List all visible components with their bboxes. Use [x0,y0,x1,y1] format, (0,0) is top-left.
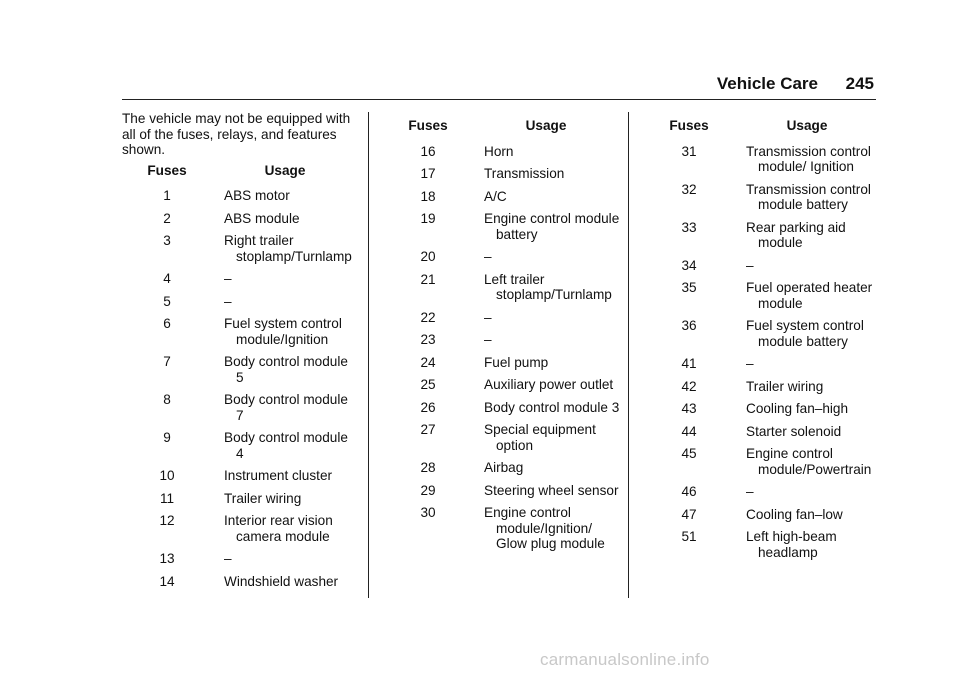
fuse-row [122,316,358,354]
fuse-usage [472,189,620,212]
fuse-number: 13 [159,551,175,566]
fuse-row [122,468,358,491]
fuse-usage [734,356,880,379]
fuse-row [384,355,620,378]
fuse-usage-text: Transmission control module/ Ignition [746,143,871,174]
fuse-number: 22 [420,309,436,325]
fuse-row [122,294,358,317]
fuse-usage-text: Fuel operated heater module [746,280,873,311]
fuse-usage-text: – [746,484,754,499]
fuse-usage-text: Transmission [484,166,565,181]
fuse-row [644,401,880,424]
fuse-usage-text: Engine control module/Powertrain [746,446,872,477]
fuse-row [384,166,620,189]
fuse-usage-text: – [484,332,492,347]
fuse-number: 36 [681,318,697,333]
fuse-usage [472,483,620,506]
page-number: 245 [845,74,874,93]
fuses-header: Fuses [669,118,709,133]
fuse-usage-text: – [746,257,754,273]
fuse-number: 29 [420,482,436,498]
fuse-number: 44 [681,423,697,439]
fuse-row [384,505,620,559]
fuse-number: 6 [163,316,171,331]
fuse-number: 11 [159,490,175,506]
fuse-usage [472,332,620,355]
fuse-usage-text: Fuel system control module/Ignition [224,316,342,347]
fuse-usage [212,513,358,551]
fuse-usage [734,424,880,447]
fuse-usage [734,280,880,318]
header-rule [122,99,876,100]
fuse-number: 7 [163,354,171,369]
fuse-usage [734,144,880,182]
fuse-row [384,310,620,333]
fuse-usage [734,182,880,220]
fuse-usage-text: Starter solenoid [746,423,842,439]
fuse-row [384,272,620,310]
fuse-number: 10 [159,468,175,483]
fuse-number: 9 [163,430,171,445]
fuse-column-3 [644,118,880,567]
fuse-number: 26 [420,399,436,415]
column-divider [628,112,629,598]
fuse-number: 33 [681,219,697,235]
fuse-usage-text: Engine control module battery [484,211,620,242]
fuse-table-1 [122,163,358,597]
fuse-usage [472,211,620,249]
fuse-number: 27 [420,422,436,437]
fuse-usage-text: Right trailer stoplamp/Turnlamp [224,233,352,264]
fuse-usage-text: Windshield washer [224,573,339,589]
fuse-table-2 [384,118,620,559]
fuse-number: 2 [163,210,171,226]
fuse-number: 31 [681,143,697,159]
fuse-usage-text: – [484,309,492,325]
fuse-usage [472,144,620,167]
fuse-usage [472,400,620,423]
fuse-row [644,424,880,447]
fuse-row [644,220,880,258]
fuse-row [384,249,620,272]
fuse-usage [212,491,358,514]
fuse-row [122,233,358,271]
fuse-usage-text: Transmission control module battery [746,181,871,212]
fuse-row [644,318,880,356]
fuse-number: 5 [163,293,171,309]
fuse-row [122,513,358,551]
usage-header: Usage [264,162,306,178]
fuse-row [384,422,620,460]
fuse-number: 17 [420,166,436,181]
column-divider [368,112,369,598]
fuse-row [384,483,620,506]
fuse-column-1 [122,111,358,596]
fuse-number: 51 [681,529,697,544]
fuse-row [122,211,358,234]
fuse-row [644,280,880,318]
fuse-number: 20 [420,249,436,264]
fuse-row [644,507,880,530]
fuse-number: 12 [159,513,175,528]
fuse-usage [472,249,620,272]
fuse-usage [734,258,880,281]
table-header-row [644,118,880,144]
fuse-usage [212,188,358,211]
fuse-row [122,574,358,597]
fuse-row [384,400,620,423]
fuse-usage [734,401,880,424]
fuse-row [122,551,358,574]
fuse-usage-text: ABS module [224,210,300,226]
fuse-usage-text: Cooling fan–high [746,401,849,416]
fuses-header: Fuses [408,118,448,133]
fuse-usage [472,166,620,189]
fuse-usage-text: Body control module 5 [224,354,348,385]
table-header-row [384,118,620,144]
fuse-usage [472,422,620,460]
fuse-usage-text: Instrument cluster [224,468,333,483]
fuse-usage [212,551,358,574]
fuse-row [384,377,620,400]
fuse-usage-text: Interior rear vision camera module [224,513,333,544]
fuse-row [644,446,880,484]
fuse-usage-text: Fuel pump [484,354,549,370]
fuse-usage [212,574,358,597]
fuse-row [644,144,880,182]
fuse-row [644,356,880,379]
fuse-usage-text: Left trailer stoplamp/Turnlamp [484,271,612,302]
fuse-usage-text: – [224,293,232,309]
fuse-usage-text: Body control module 4 [224,430,348,461]
fuse-number: 41 [681,356,697,371]
fuse-row [644,379,880,402]
table-header-row [122,163,358,189]
fuse-usage-text: – [746,356,754,371]
fuse-usage [734,484,880,507]
fuse-usage [734,379,880,402]
fuse-row [644,182,880,220]
fuse-number: 47 [681,506,697,522]
fuse-usage [212,211,358,234]
fuse-usage [734,507,880,530]
fuse-usage-text: Trailer wiring [224,490,302,506]
fuse-usage [212,468,358,491]
fuse-usage [734,220,880,258]
fuse-number: 3 [163,233,171,248]
fuse-usage [734,529,880,567]
fuse-usage-text: – [224,271,232,286]
fuses-header: Fuses [147,162,187,178]
page-header [122,74,874,96]
fuse-usage [212,271,358,294]
fuse-usage-text: Trailer wiring [746,378,824,394]
fuse-usage [472,505,620,559]
fuse-number: 14 [159,573,175,589]
fuse-number: 34 [681,257,697,273]
fuse-usage-text: – [224,551,232,566]
fuse-number: 24 [420,354,436,370]
fuse-number: 4 [163,271,171,286]
fuse-number: 16 [420,143,436,159]
fuse-row [122,392,358,430]
fuse-usage-text: Body control module 3 [484,399,620,415]
fuse-usage [472,377,620,400]
fuse-usage-text: Rear parking aid module [746,219,846,250]
fuse-usage-text: Left high-beam headlamp [746,529,837,560]
fuse-number: 1 [163,188,171,203]
fuse-table-3 [644,118,880,567]
intro-text: The vehicle may not be equipped with all of the fuses, relays, and features shown. [122,111,351,157]
fuse-column-2 [384,118,620,559]
section-title: Vehicle Care [716,74,818,93]
fuse-number: 18 [420,188,436,204]
fuse-usage-text: A/C [484,188,507,204]
fuse-usage [472,310,620,333]
fuse-row [122,354,358,392]
fuse-usage [472,460,620,483]
fuse-row [384,332,620,355]
fuse-row [384,189,620,212]
fuse-number: 43 [681,401,697,416]
fuse-row [384,460,620,483]
usage-header: Usage [786,118,828,133]
fuse-number: 42 [681,378,697,394]
fuse-number: 28 [420,460,436,475]
fuse-usage [212,233,358,271]
fuse-usage-text: Body control module 7 [224,392,348,423]
fuse-number: 45 [681,446,697,461]
fuse-number: 30 [420,505,436,520]
fuse-number: 21 [420,271,436,287]
fuse-number: 8 [163,392,171,407]
fuse-usage-text: Horn [484,143,514,159]
watermark: carmanualsonline.info [540,650,710,669]
fuse-row [384,211,620,249]
fuse-row [122,188,358,211]
fuse-usage-text: Fuel system control module battery [746,318,864,349]
fuse-number: 32 [681,181,697,197]
fuse-row [644,258,880,281]
fuse-usage [212,294,358,317]
fuse-usage [472,355,620,378]
fuse-row [384,144,620,167]
fuse-usage [734,446,880,484]
fuse-usage [212,354,358,392]
fuse-usage-text: – [484,249,492,264]
fuse-usage [212,430,358,468]
fuse-usage [212,392,358,430]
fuse-usage [212,316,358,354]
fuse-usage-text: Engine control module/Ignition/ Glow plug module [484,505,605,551]
fuse-number: 35 [681,280,697,295]
fuse-row [644,529,880,567]
fuse-number: 25 [420,377,436,392]
fuse-usage-text: Auxiliary power outlet [484,377,614,392]
fuse-row [122,271,358,294]
fuse-row [122,491,358,514]
fuse-row [644,484,880,507]
fuse-usage [472,272,620,310]
fuse-row [122,430,358,468]
fuse-usage-text: Airbag [484,460,524,475]
fuse-number: 46 [681,484,697,499]
fuse-usage-text: Steering wheel sensor [484,482,619,498]
fuse-usage-text: ABS motor [224,188,290,203]
fuse-number: 23 [420,332,436,347]
fuse-number: 19 [420,211,436,226]
fuse-usage-text: Cooling fan–low [746,506,843,522]
usage-header: Usage [525,118,567,133]
fuse-usage-text: Special equipment option [484,422,596,453]
fuse-usage [734,318,880,356]
